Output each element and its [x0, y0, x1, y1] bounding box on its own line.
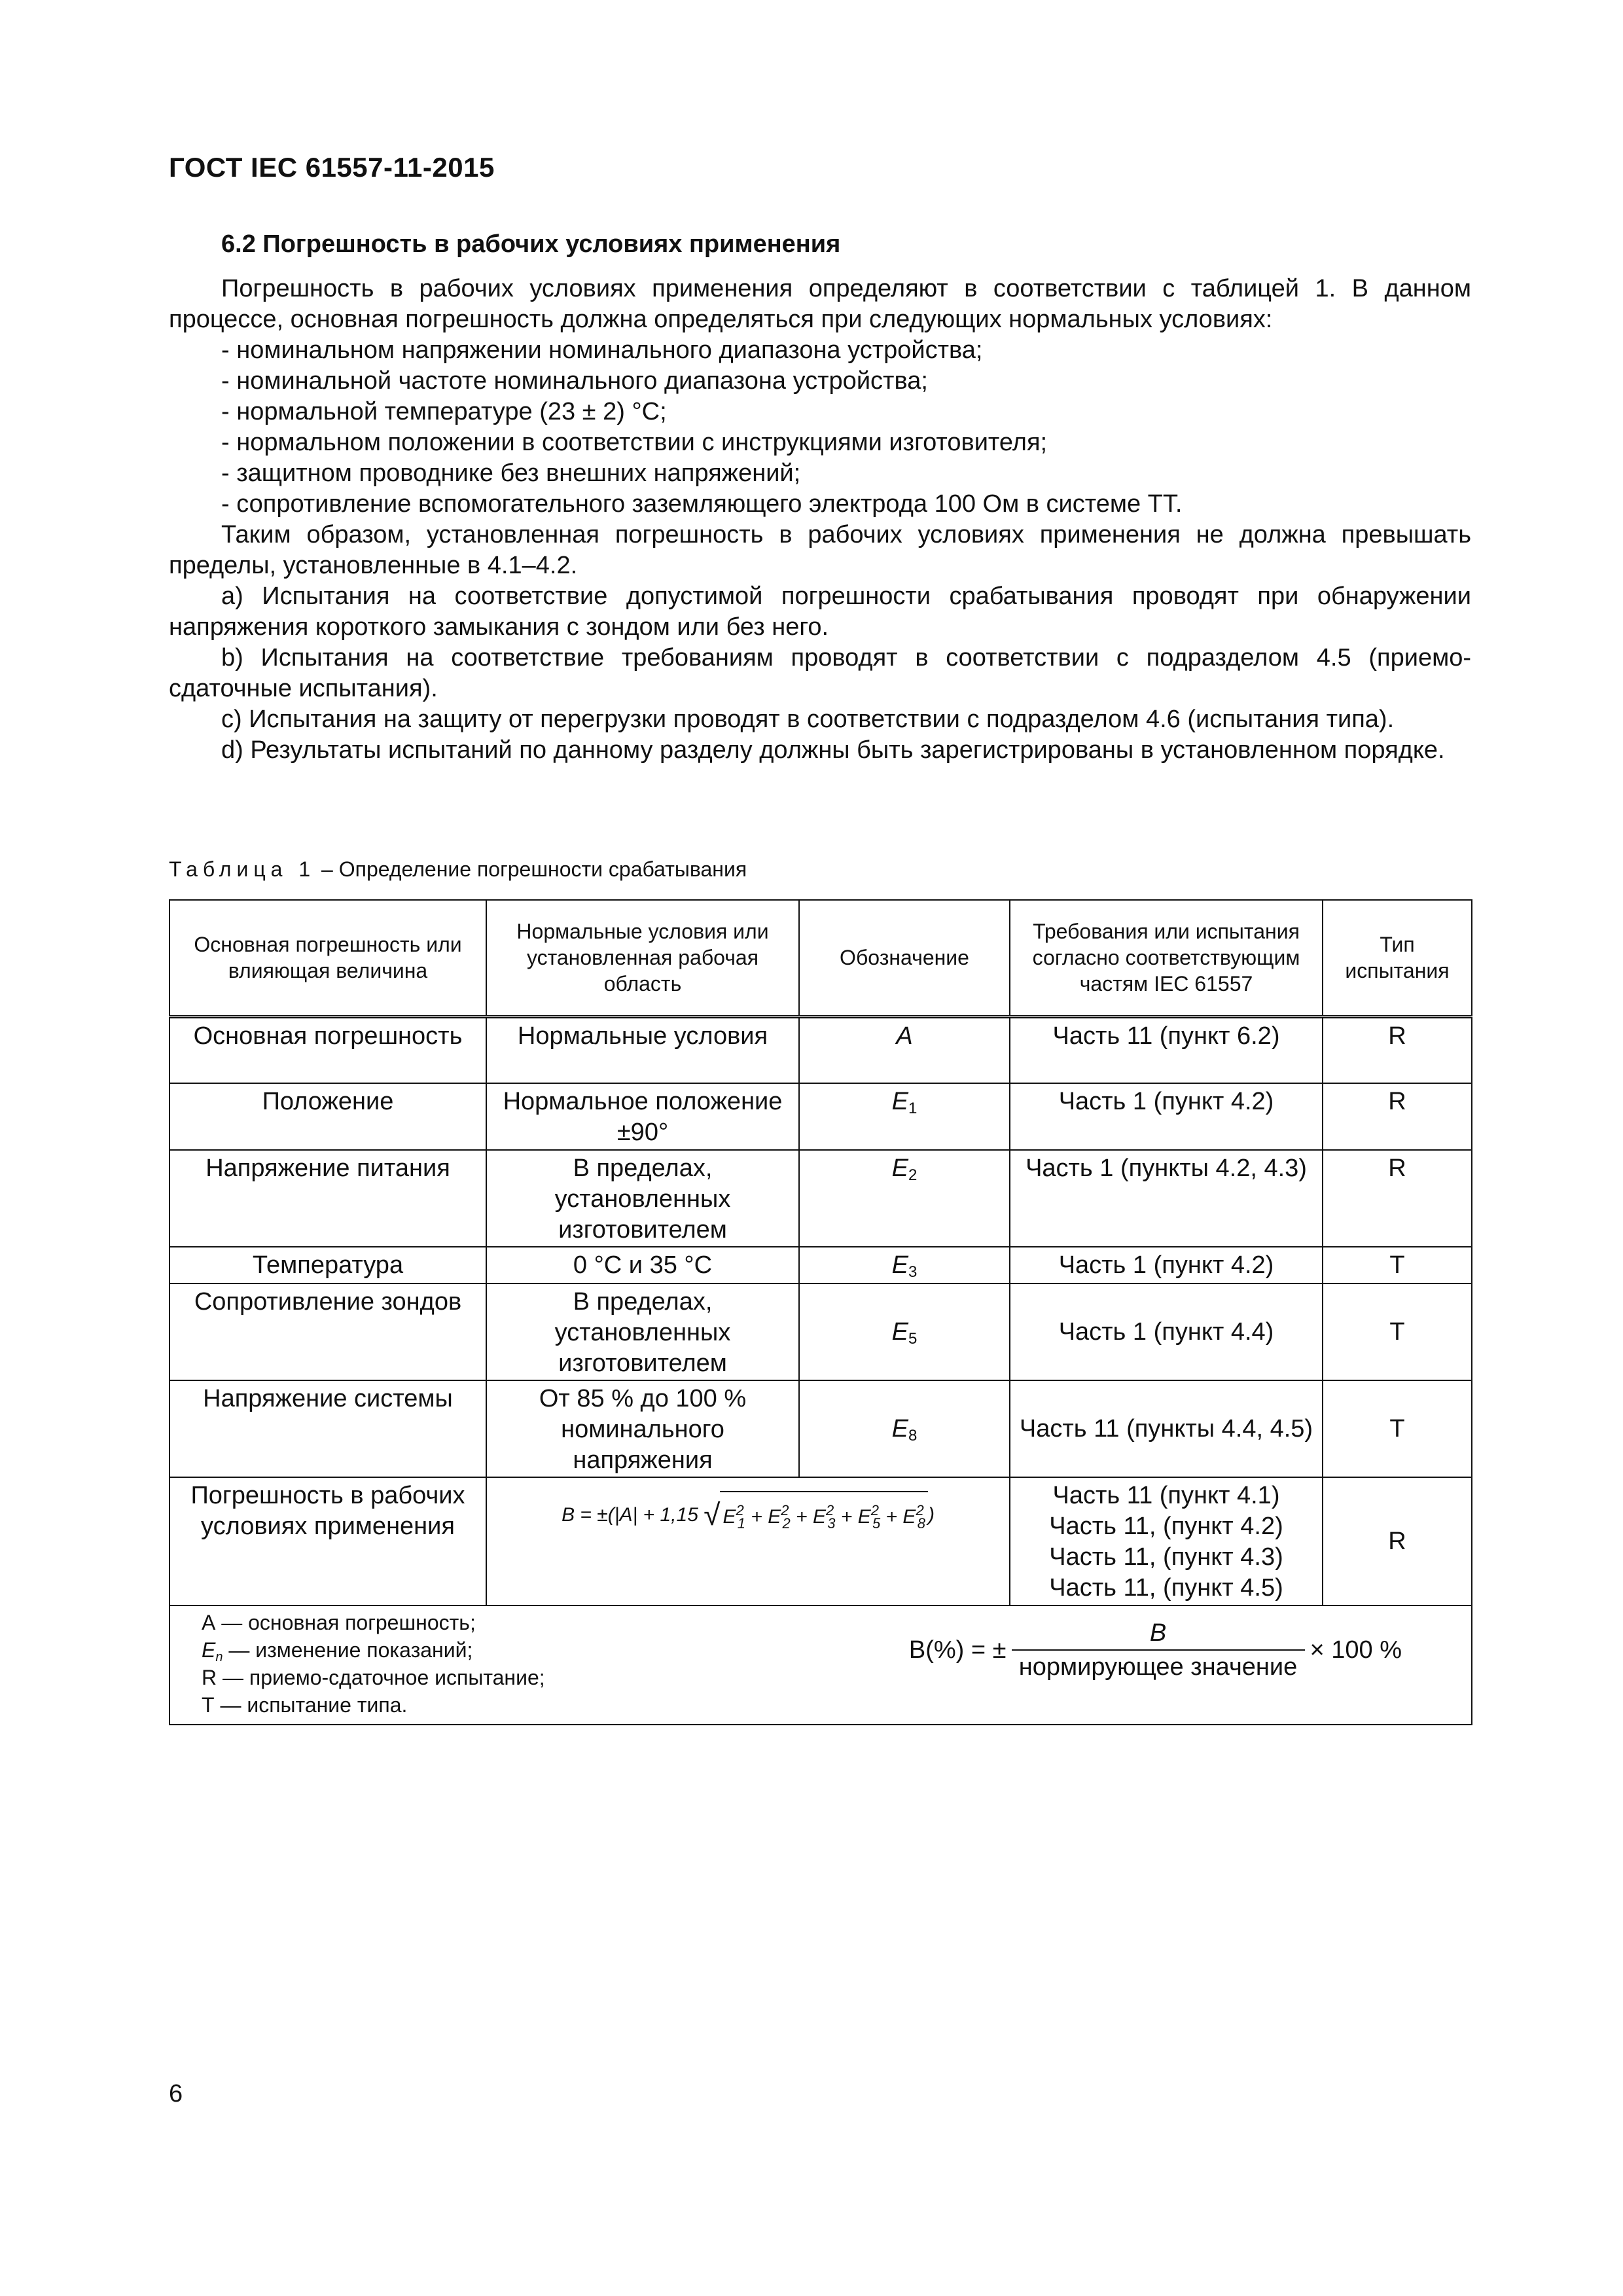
legend-en: $E_n$ — изменение показаний;	[202, 1638, 473, 1664]
cell-symbol	[799, 1247, 1010, 1283]
item-d-paragraph: d) Результаты испытаний по данному разделу должны быть зарегистрированы в установленном порядке.	[221, 736, 1445, 764]
cell-conditions: В пределах, установленных изготовителем	[486, 1150, 799, 1247]
header-requirements: Требования или испытания согласно соответствующим частям IEC 61557	[1010, 900, 1323, 1016]
symbol-subscript: 3	[908, 1263, 918, 1281]
cell-symbol	[799, 1150, 1010, 1247]
item-b-paragraph: b) Испытания на соответствие требованиям проводят в соответствии с подразделом 4.5 (приемо-сдаточные испытания).	[169, 644, 1471, 702]
requirement-line: Часть 11, (пункт 4.5)	[1049, 1574, 1283, 1602]
table-header-row	[169, 900, 1472, 1016]
symbol-base: E	[891, 1318, 908, 1346]
fraction-denominator: нормирующее значение	[1018, 1653, 1298, 1681]
cell-symbol	[799, 1283, 1010, 1380]
cell-requirements	[1010, 1477, 1323, 1605]
cell-symbol	[799, 1016, 1010, 1083]
condition-item: - номинальном напряжении номинального диапазона устройства;	[221, 336, 983, 364]
symbol-subscript: 5	[908, 1329, 918, 1348]
condition-item: - сопротивление вспомогательного заземляющего электрода 100 Ом в системе ТТ.	[221, 490, 1183, 518]
intro-paragraph: Погрешность в рабочих условиях применения определяют в соответствии с таблицей 1. В данном процессе, основная погрешность должна определяться при следующих нормальных условиях:	[169, 275, 1471, 333]
formula-term: + $E^2_8$	[885, 1502, 925, 1532]
table-row-combined-error	[169, 1477, 1472, 1605]
requirement-line: Часть 11, (пункт 4.3)	[1049, 1543, 1283, 1571]
cell-test-type: R	[1323, 1150, 1472, 1247]
radicand	[720, 1491, 927, 1539]
requirement-line: Часть 11, (пункт 4.2)	[1049, 1513, 1283, 1540]
percent-formula-lhs: B(%) = ±	[908, 1636, 1007, 1664]
table-row	[169, 1150, 1472, 1247]
cell-test-type: R	[1323, 1083, 1472, 1150]
condition-item: - нормальной температуре (23 ± 2) °С;	[221, 398, 667, 425]
table-legend	[169, 1605, 1472, 1725]
fraction-numerator: B	[1012, 1619, 1305, 1651]
table-legend-row	[169, 1605, 1472, 1725]
cell-test-type: T	[1323, 1380, 1472, 1477]
cell-requirements: Часть 1 (пункт 4.4)	[1010, 1283, 1323, 1380]
cell-requirements: Часть 11 (пункт 6.2)	[1010, 1016, 1323, 1083]
formula-tail: )	[927, 1504, 935, 1526]
formula-term: + $E^2_2$	[751, 1502, 791, 1532]
formula-term: + $E^2_3$	[796, 1502, 836, 1532]
symbol-base: A	[896, 1022, 913, 1050]
formula-lead: B = ±(|A| + 1,15	[562, 1504, 698, 1526]
condition-item: - номинальной частоте номинального диапазона устройства;	[221, 367, 928, 395]
square-root	[704, 1491, 928, 1539]
symbol-base: E	[891, 1251, 908, 1279]
cell-conditions: Нормальные условия	[486, 1016, 799, 1083]
symbol-base: E	[891, 1414, 908, 1443]
cell-symbol	[799, 1083, 1010, 1150]
document-id-header: ГОСТ IEC 61557-11-2015	[169, 152, 495, 183]
symbol-base: E	[891, 1088, 908, 1115]
cell-quantity: Положение	[169, 1083, 486, 1150]
table-caption	[169, 857, 747, 882]
condition-item: - нормальном положении в соответствии с инструкциями изготовителя;	[221, 429, 1048, 456]
page-number: 6	[169, 2080, 183, 2108]
table-row	[169, 1283, 1472, 1380]
requirement-line: Часть 11 (пункт 4.1)	[1052, 1482, 1280, 1509]
section-title: 6.2 Погрешность в рабочих условиях применения	[221, 230, 841, 258]
symbol-base: E	[891, 1155, 908, 1182]
table-row	[169, 1380, 1472, 1477]
cell-formula	[486, 1477, 1010, 1605]
legend-r: R — приемо-сдаточное испытание;	[202, 1666, 545, 1689]
cell-conditions: От 85 % до 100 % номинального напряжения	[486, 1380, 799, 1477]
cell-symbol	[799, 1380, 1010, 1477]
cell-quantity: Напряжение системы	[169, 1380, 486, 1477]
cell-quantity: Сопротивление зондов	[169, 1283, 486, 1380]
header-test-type: Тип испытания	[1323, 900, 1472, 1016]
legend-t: Т — испытание типа.	[202, 1693, 408, 1717]
symbol-subscript: 2	[908, 1166, 918, 1184]
symbol-subscript: 8	[908, 1426, 918, 1444]
percent-formula-rhs: × 100 %	[1310, 1636, 1402, 1664]
cell-conditions: Нормальное положение ±90°	[486, 1083, 799, 1150]
cell-requirements: Часть 1 (пункты 4.2, 4.3)	[1010, 1150, 1323, 1247]
error-determination-table	[169, 899, 1472, 1725]
table-caption-label: Таблица 1	[169, 857, 316, 881]
cell-quantity: Напряжение питания	[169, 1150, 486, 1247]
condition-item: - защитном проводнике без внешних напряжений;	[221, 459, 801, 487]
header-symbol: Обозначение	[799, 900, 1010, 1016]
conclusion-paragraph: Таким образом, установленная погрешность в рабочих условиях применения не должна превышать пределы, установленные в 4.1–4.2.	[169, 521, 1471, 579]
cell-requirements: Часть 1 (пункт 4.2)	[1010, 1083, 1323, 1150]
cell-quantity: Температура	[169, 1247, 486, 1283]
cell-test-type: R	[1323, 1016, 1472, 1083]
symbol-subscript: 1	[908, 1100, 918, 1117]
cell-quantity: Основная погрешность	[169, 1016, 486, 1083]
percent-fraction	[1012, 1619, 1305, 1681]
cell-conditions: В пределах, установленных изготовителем	[486, 1283, 799, 1380]
legend-a: А — основная погрешность;	[202, 1611, 476, 1634]
table-row	[169, 1083, 1472, 1150]
cell-quantity: Погрешность в рабочих условиях применения	[169, 1477, 486, 1605]
percent-formula	[909, 1619, 1402, 1681]
header-quantity: Основная погрешность или влияющая величина	[169, 900, 486, 1016]
cell-test-type: T	[1323, 1247, 1472, 1283]
table-row	[169, 1016, 1472, 1083]
table-row	[169, 1247, 1472, 1283]
item-a-paragraph: а) Испытания на соответствие допустимой погрешности срабатывания проводят при обнаружении напряжения короткого замыкания с зондом или без него.	[169, 583, 1471, 641]
cell-requirements: Часть 1 (пункт 4.2)	[1010, 1247, 1323, 1283]
item-c-paragraph: c) Испытания на защиту от перегрузки проводят в соответствии с подразделом 4.6 (испытания типа).	[221, 706, 1395, 733]
square-root-sign: √	[704, 1498, 721, 1532]
header-conditions: Нормальные условия или установленная рабочая область	[486, 900, 799, 1016]
table-caption-text: – Определение погрешности срабатывания	[315, 857, 747, 881]
body-text	[169, 274, 1471, 766]
cell-test-type: T	[1323, 1283, 1472, 1380]
cell-conditions: 0 °С и 35 °С	[486, 1247, 799, 1283]
combined-error-formula	[562, 1491, 935, 1539]
cell-requirements: Часть 11 (пункты 4.4, 4.5)	[1010, 1380, 1323, 1477]
formula-term: $E^2_1$	[722, 1502, 745, 1532]
formula-term: + $E^2_5$	[840, 1502, 881, 1532]
cell-test-type: R	[1323, 1477, 1472, 1605]
